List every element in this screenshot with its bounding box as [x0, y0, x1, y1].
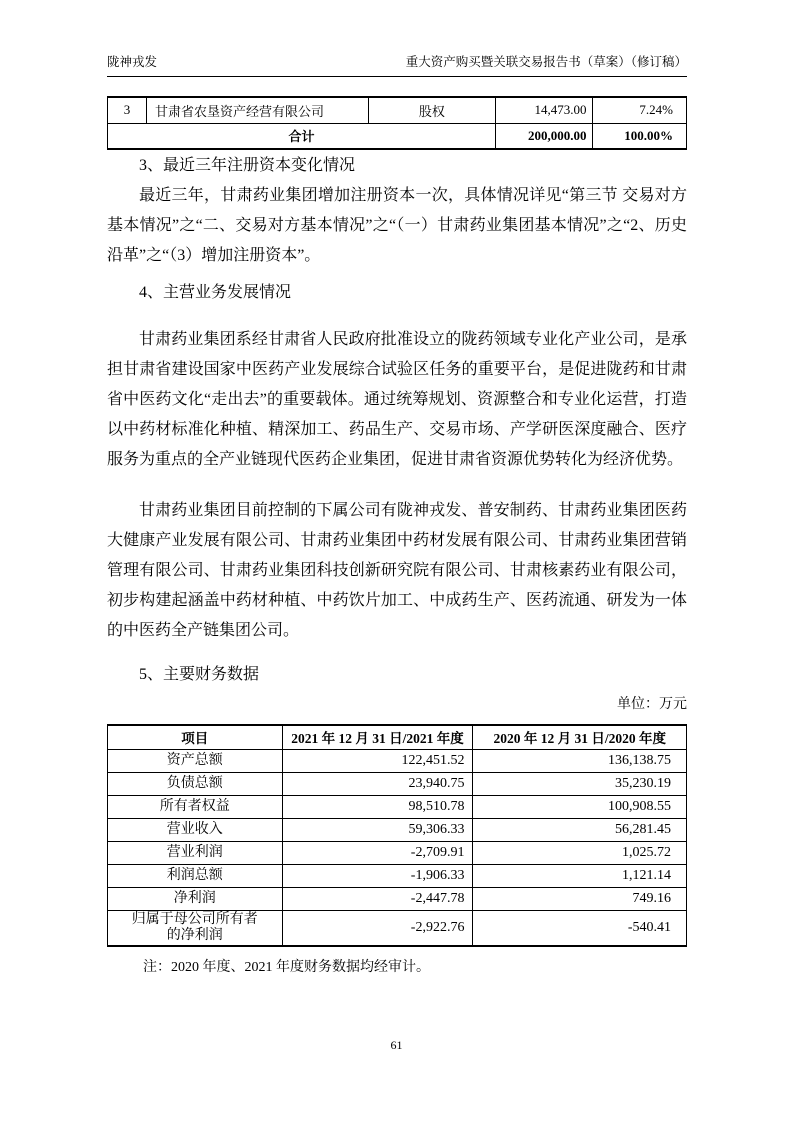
value-2021: 23,940.75 [282, 772, 473, 795]
financial-row-owners-equity [108, 795, 687, 818]
section-heading-main-business: 4、主营业务发展情况 [139, 284, 292, 301]
value-2021: -1,906.33 [282, 864, 473, 887]
value-2020: -540.41 [473, 910, 687, 946]
value-2021: 122,451.52 [282, 749, 473, 772]
financial-row-net-profit-attributable [108, 910, 687, 946]
shareholder-name: 甘肃省农垦资产经营有限公司 [147, 97, 369, 123]
financial-table-header-row [108, 725, 687, 749]
header-report-title: 重大资产购买暨关联交易报告书（草案）（修订稿） [405, 55, 687, 69]
value-2020: 749.16 [473, 887, 687, 910]
header-company-short-name: 陇神戎发 [107, 55, 158, 69]
page-footer [0, 1038, 793, 1053]
row-label: 营业利润 [108, 841, 283, 864]
column-header-2021: 2021 年 12 月 31 日/2021 年度 [282, 725, 473, 749]
financial-row-total-profit [108, 864, 687, 887]
row-label: 所有者权益 [108, 795, 283, 818]
financial-row-operating-revenue [108, 818, 687, 841]
value-2021: 98,510.78 [282, 795, 473, 818]
financial-row-net-profit [108, 887, 687, 910]
value-2021: -2,447.78 [282, 887, 473, 910]
total-amount: 200,000.00 [496, 123, 593, 149]
financial-row-total-liabilities [108, 772, 687, 795]
row-label: 利润总额 [108, 864, 283, 887]
financial-row-total-assets [108, 749, 687, 772]
row-label: 负债总额 [108, 772, 283, 795]
value-2020: 56,281.45 [473, 818, 687, 841]
value-2021: -2,922.76 [282, 910, 473, 946]
row-label: 资产总额 [108, 749, 283, 772]
audit-note: 注：2020 年度、2021 年度财务数据均经审计。 [143, 959, 430, 975]
page-header [107, 0, 687, 77]
shareholder-table [107, 96, 687, 150]
page-number: 61 [390, 1038, 403, 1052]
paragraph-main-business-1: 甘肃药业集团系经甘肃省人民政府批准设立的陇药领域专业化产业公司，是承担甘肃省建设国家中医药产业发展综合试验区任务的重要平台，是促进陇药和甘肃省中医药文化“走出去”的重要载体。通过统筹规划、资源整合和专业化运营，打造以中药材标准化种植、精深加工、药品生产、交易市场、产学研医深度融合、医疗服务为重点的全产业链现代医药企业集团，促进甘肃省资源优势转化为经济优势。 [107, 331, 687, 468]
value-2020: 35,230.19 [473, 772, 687, 795]
value-2021: 59,306.33 [282, 818, 473, 841]
row-label: 营业收入 [108, 818, 283, 841]
unit-label: 单位：万元 [617, 697, 687, 712]
value-2020: 1,025.72 [473, 841, 687, 864]
row-label: 归属于母公司所有者的净利润 [108, 910, 283, 946]
shareholder-table-total-row [108, 123, 687, 149]
contribution-percent: 7.24% [592, 97, 686, 123]
paragraph-main-business-2: 甘肃药业集团目前控制的下属公司有陇神戎发、普安制药、甘肃药业集团医药大健康产业发展有限公司、甘肃药业集团中药材发展有限公司、甘肃药业集团营销管理有限公司、甘肃药业集团科技创新研究院有限公司、甘肃核素药业有限公司，初步构建起涵盖中药材种植、中药饮片加工、中成药生产、医药流通、研发为一体的中医药全产链集团公司。 [107, 502, 687, 639]
value-2020: 136,138.75 [473, 749, 687, 772]
total-label: 合计 [108, 123, 496, 149]
value-2020: 1,121.14 [473, 864, 687, 887]
page-content [107, 96, 687, 983]
section-heading-financial-data: 5、主要财务数据 [139, 666, 260, 683]
value-2021: -2,709.91 [282, 841, 473, 864]
contribution-type: 股权 [368, 97, 495, 123]
row-label: 净利润 [108, 887, 283, 910]
column-header-2020: 2020 年 12 月 31 日/2020 年度 [473, 725, 687, 749]
value-2020: 100,908.55 [473, 795, 687, 818]
section-heading-registered-capital: 3、最近三年注册资本变化情况 [139, 157, 356, 174]
column-header-item: 项目 [108, 725, 283, 749]
contribution-amount: 14,473.00 [496, 97, 593, 123]
row-index: 3 [108, 97, 147, 123]
shareholder-table-row [108, 97, 687, 123]
total-percent: 100.00% [592, 123, 686, 149]
financial-row-operating-profit [108, 841, 687, 864]
paragraph-registered-capital: 最近三年，甘肃药业集团增加注册资本一次，具体情况详见“第三节 交易对方基本情况”之“二、交易对方基本情况”之“（一）甘肃药业集团基本情况”之“2、历史沿革”之“（3）增加注册资本”。 [107, 187, 687, 264]
financial-table [107, 724, 687, 947]
